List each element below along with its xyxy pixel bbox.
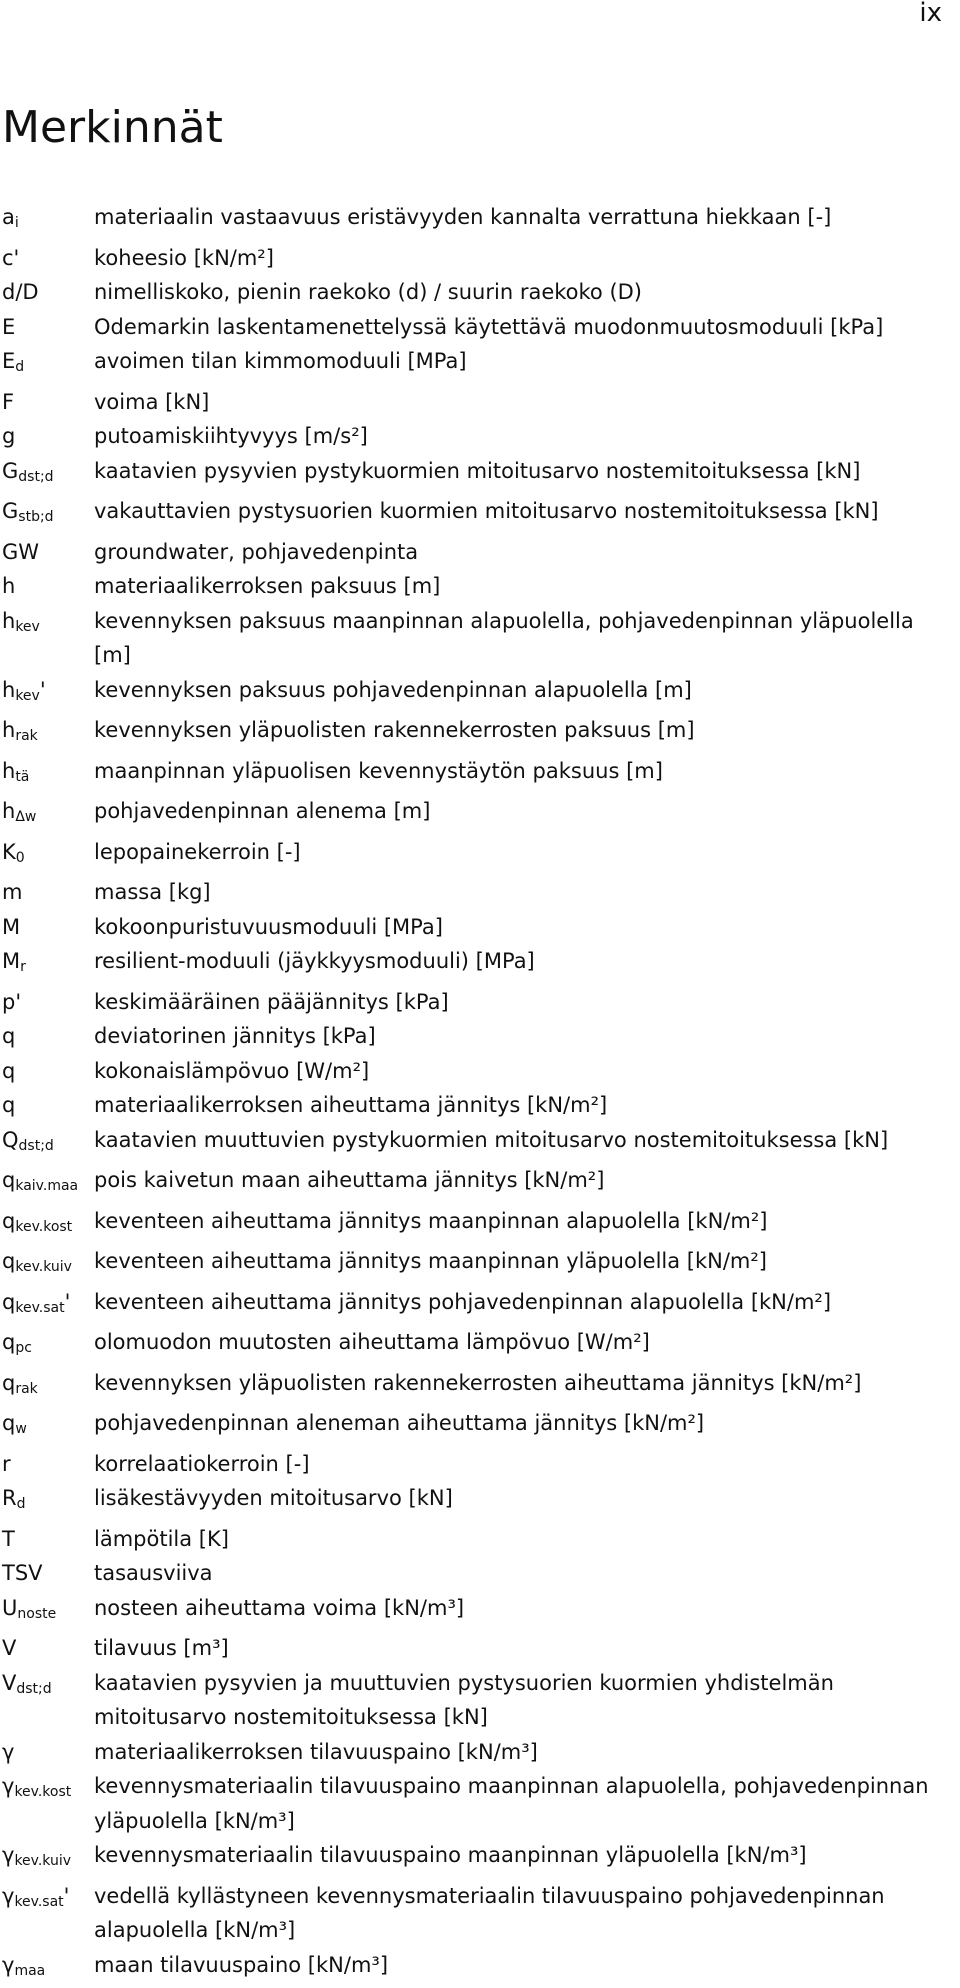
entry-symbol (2, 344, 94, 385)
entry-description: kaatavien pysyvien pystykuormien mitoitusarvo nostemitoituksessa [kN] (94, 454, 932, 489)
entry-description: kevennysmateriaalin tilavuuspaino maanpinnan alapuolella, pohjavedenpinnan yläpuolella [kN/m³] (94, 1769, 932, 1838)
symbol-subscript: dst;d (18, 469, 53, 485)
entry-description: avoimen tilan kimmomoduuli [MPa] (94, 344, 932, 379)
entry-description: groundwater, pohjavedenpinta (94, 535, 932, 570)
symbol-base: E (2, 349, 15, 373)
symbol-subscript: kev.kuiv (15, 1259, 72, 1275)
symbol-base: γ (2, 1843, 14, 1867)
entry-symbol (2, 1366, 94, 1407)
glossary-entry (2, 1879, 932, 1948)
symbol-subscript: w (15, 1421, 26, 1437)
symbol-subscript: rak (15, 728, 37, 744)
entry-symbol (2, 1735, 94, 1770)
entry-symbol (2, 1481, 94, 1522)
entry-symbol (2, 385, 94, 420)
entry-symbol (2, 1019, 94, 1054)
entry-symbol (2, 1556, 94, 1591)
entry-symbol (2, 1447, 94, 1482)
symbol-base: TSV (2, 1561, 43, 1585)
symbol-base: q (2, 1168, 15, 1192)
symbol-base: q (2, 1024, 15, 1048)
glossary-entry (2, 1481, 932, 1522)
glossary-entry (2, 754, 932, 795)
entry-description: korrelaatiokerroin [-] (94, 1447, 932, 1482)
entry-description: materiaalikerroksen aiheuttama jännitys [kN/m²] (94, 1088, 932, 1123)
symbol-subscript: dst;d (16, 1681, 51, 1697)
symbol-subscript: stb;d (18, 509, 53, 525)
symbol-base: q (2, 1059, 15, 1083)
entry-description: materiaalikerroksen tilavuuspaino [kN/m³] (94, 1735, 932, 1770)
page-number: ix (919, 0, 942, 26)
entry-description: kevennyksen yläpuolisten rakennekerrosten aiheuttama jännitys [kN/m²] (94, 1366, 932, 1401)
entry-symbol (2, 713, 94, 754)
symbol-subscript: 0 (16, 850, 25, 866)
glossary-entry (2, 275, 932, 310)
glossary-entry (2, 1088, 932, 1123)
entry-description: vakauttavien pystysuorien kuormien mitoitusarvo nostemitoituksessa [kN] (94, 494, 932, 529)
symbol-prime: ' (65, 1290, 71, 1314)
entry-description: putoamiskiihtyvyys [m/s²] (94, 419, 932, 454)
glossary-entry (2, 535, 932, 570)
glossary-entry (2, 1522, 932, 1557)
entry-symbol (2, 944, 94, 985)
symbol-subscript: kev (15, 619, 40, 635)
entry-symbol (2, 569, 94, 604)
glossary-entry (2, 604, 932, 673)
entry-symbol (2, 910, 94, 945)
symbol-subscript: kev.sat (15, 1300, 64, 1316)
entry-symbol (2, 1406, 94, 1447)
glossary-entry (2, 1366, 932, 1407)
glossary-entry (2, 1735, 932, 1770)
symbol-base: γ (2, 1740, 14, 1764)
symbol-base: h (2, 678, 15, 702)
entry-description: lepopainekerroin [-] (94, 835, 932, 870)
symbol-subscript: d (15, 359, 24, 375)
symbol-base: γ (2, 1953, 14, 1977)
symbol-subscript: kev (15, 688, 40, 704)
entry-description: nimelliskoko, pienin raekoko (d) / suurin raekoko (D) (94, 275, 932, 310)
entry-description: kokoonpuristuvuusmoduuli [MPa] (94, 910, 932, 945)
symbol-subscript: kev.kost (15, 1219, 72, 1235)
entry-symbol (2, 1325, 94, 1366)
entry-description: voima [kN] (94, 385, 932, 420)
symbol-base: h (2, 609, 15, 633)
entry-symbol (2, 200, 94, 241)
glossary-entry (2, 1163, 932, 1204)
symbol-base: q (2, 1093, 15, 1117)
entry-symbol (2, 1244, 94, 1285)
entry-description: deviatorinen jännitys [kPa] (94, 1019, 932, 1054)
symbol-base: F (2, 390, 14, 414)
symbol-base: G (2, 459, 18, 483)
entry-symbol (2, 241, 94, 276)
entry-description: keventeen aiheuttama jännitys maanpinnan yläpuolella [kN/m²] (94, 1244, 932, 1279)
glossary-entry (2, 344, 932, 385)
symbol-subscript: tä (15, 769, 29, 785)
symbol-base: c' (2, 246, 19, 270)
entry-description: pohjavedenpinnan alenema [m] (94, 794, 932, 829)
symbol-subscript: rak (15, 1381, 37, 1397)
entry-description: olomuodon muutosten aiheuttama lämpövuo [W/m²] (94, 1325, 932, 1360)
glossary-entry (2, 494, 932, 535)
entry-symbol (2, 985, 94, 1020)
entry-symbol (2, 1522, 94, 1557)
glossary-entry (2, 1244, 932, 1285)
glossary-entry (2, 1948, 932, 1988)
entry-description: kevennyksen paksuus pohjavedenpinnan alapuolella [m] (94, 673, 932, 708)
glossary-entry (2, 241, 932, 276)
entry-symbol (2, 794, 94, 835)
entry-description: kaatavien pysyvien ja muuttuvien pystysuorien kuormien yhdistelmän mitoitusarvo nostemitoituksessa [kN] (94, 1666, 932, 1735)
symbol-base: q (2, 1209, 15, 1233)
entry-description: pohjavedenpinnan aleneman aiheuttama jännitys [kN/m²] (94, 1406, 932, 1441)
entry-symbol (2, 1948, 94, 1988)
symbol-base: GW (2, 540, 39, 564)
symbol-base: R (2, 1486, 17, 1510)
entry-description: kaatavien muuttuvien pystykuormien mitoitusarvo nostemitoituksessa [kN] (94, 1123, 932, 1158)
symbol-base: γ (2, 1774, 14, 1798)
entry-description: tasausviiva (94, 1556, 932, 1591)
entry-description: koheesio [kN/m²] (94, 241, 932, 276)
glossary-entry (2, 1285, 932, 1326)
glossary-entry (2, 200, 932, 241)
entry-description: materiaalikerroksen paksuus [m] (94, 569, 932, 604)
glossary-entry (2, 419, 932, 454)
symbol-base: r (2, 1452, 11, 1476)
entry-symbol (2, 494, 94, 535)
symbol-subscript: d (17, 1496, 26, 1512)
entry-symbol (2, 875, 94, 910)
glossary-entry (2, 569, 932, 604)
glossary-entry (2, 1631, 932, 1666)
glossary-entry (2, 1054, 932, 1089)
symbol-subscript: Δw (15, 809, 36, 825)
symbol-base: q (2, 1371, 15, 1395)
symbol-prime: ' (64, 1884, 70, 1908)
symbol-base: K (2, 840, 16, 864)
glossary-entry (2, 454, 932, 495)
entry-symbol (2, 310, 94, 345)
entry-symbol (2, 835, 94, 876)
glossary-entry (2, 910, 932, 945)
symbol-base: h (2, 574, 15, 598)
symbol-subscript: pc (15, 1340, 32, 1356)
symbol-base: V (2, 1671, 16, 1695)
entry-description: tilavuus [m³] (94, 1631, 932, 1666)
entry-description: lisäkestävyyden mitoitusarvo [kN] (94, 1481, 932, 1516)
entry-description: pois kaivetun maan aiheuttama jännitys [kN/m²] (94, 1163, 932, 1198)
glossary-entry (2, 1325, 932, 1366)
symbol-base: h (2, 799, 15, 823)
glossary-entry (2, 794, 932, 835)
entry-symbol (2, 1088, 94, 1123)
entry-symbol (2, 1054, 94, 1089)
entry-description: kevennyksen paksuus maanpinnan alapuolella, pohjavedenpinnan yläpuolella [m] (94, 604, 932, 673)
entry-symbol (2, 275, 94, 310)
entry-description: maan tilavuuspaino [kN/m³] (94, 1948, 932, 1983)
symbol-base: M (2, 949, 20, 973)
symbol-base: q (2, 1330, 15, 1354)
symbol-subscript: maa (14, 1963, 45, 1979)
entry-symbol (2, 673, 94, 714)
glossary-entry (2, 1769, 932, 1838)
glossary-entry (2, 310, 932, 345)
symbol-base: E (2, 315, 15, 339)
symbol-base: h (2, 718, 15, 742)
symbol-subscript: r (20, 959, 26, 975)
entry-description: vedellä kyllästyneen kevennysmateriaalin tilavuuspaino pohjavedenpinnan alapuolella [kN/m³] (94, 1879, 932, 1948)
symbol-base: m (2, 880, 22, 904)
entry-symbol (2, 1591, 94, 1632)
entry-symbol (2, 1123, 94, 1164)
entry-description: kokonaislämpövuo [W/m²] (94, 1054, 932, 1089)
glossary-entry (2, 1666, 932, 1735)
symbol-base: G (2, 499, 18, 523)
glossary-entry (2, 985, 932, 1020)
symbol-base: d/D (2, 280, 39, 304)
entry-symbol (2, 1285, 94, 1326)
entry-description: resilient-moduuli (jäykkyysmoduuli) [MPa] (94, 944, 932, 979)
entry-description: keventeen aiheuttama jännitys maanpinnan alapuolella [kN/m²] (94, 1204, 932, 1239)
glossary-entry (2, 944, 932, 985)
entry-symbol (2, 454, 94, 495)
page-title: Merkinnät (2, 100, 223, 156)
entry-description: massa [kg] (94, 875, 932, 910)
glossary-entry (2, 385, 932, 420)
symbol-base: g (2, 424, 15, 448)
entry-symbol (2, 754, 94, 795)
entry-symbol (2, 1631, 94, 1666)
symbol-base: q (2, 1290, 15, 1314)
glossary-entry (2, 1838, 932, 1879)
entry-description: kevennyksen yläpuolisten rakennekerrosten paksuus [m] (94, 713, 932, 748)
entry-description: keskimääräinen pääjännitys [kPa] (94, 985, 932, 1020)
glossary-entry (2, 1019, 932, 1054)
entry-symbol (2, 1163, 94, 1204)
symbol-subscript: i (15, 215, 19, 231)
glossary-entry (2, 1204, 932, 1245)
entry-description: Odemarkin laskentamenettelyssä käytettävä muodonmuutosmoduuli [kPa] (94, 310, 932, 345)
glossary-entry (2, 835, 932, 876)
symbol-prime: ' (40, 678, 46, 702)
glossary-entry (2, 1123, 932, 1164)
symbol-base: a (2, 205, 15, 229)
entry-symbol (2, 1879, 94, 1920)
entry-symbol (2, 535, 94, 570)
glossary-entry (2, 1406, 932, 1447)
symbol-subscript: kev.kuiv (14, 1853, 71, 1869)
glossary-entry (2, 875, 932, 910)
symbol-subscript: kaiv.maa (15, 1178, 78, 1194)
entry-symbol (2, 1838, 94, 1879)
symbol-subscript: kev.sat (14, 1894, 63, 1910)
glossary-entry (2, 1556, 932, 1591)
entry-symbol (2, 1666, 94, 1707)
entry-description: kevennysmateriaalin tilavuuspaino maanpinnan yläpuolella [kN/m³] (94, 1838, 932, 1873)
symbol-base: h (2, 759, 15, 783)
entry-description: nosteen aiheuttama voima [kN/m³] (94, 1591, 932, 1626)
symbol-base: T (2, 1527, 15, 1551)
glossary-entry (2, 1591, 932, 1632)
entry-description: keventeen aiheuttama jännitys pohjavedenpinnan alapuolella [kN/m²] (94, 1285, 932, 1320)
symbol-subscript: noste (17, 1606, 56, 1622)
symbol-subscript: kev.kost (14, 1784, 71, 1800)
symbol-base: U (2, 1596, 17, 1620)
symbol-base: p' (2, 990, 21, 1014)
entry-symbol (2, 604, 94, 645)
entry-description: lämpötila [K] (94, 1522, 932, 1557)
glossary-entry (2, 713, 932, 754)
entry-symbol (2, 1204, 94, 1245)
symbol-base: M (2, 915, 20, 939)
symbol-base: q (2, 1411, 15, 1435)
entry-description: maanpinnan yläpuolisen kevennystäytön paksuus [m] (94, 754, 932, 789)
glossary-entry (2, 673, 932, 714)
glossary-list (2, 200, 932, 1988)
symbol-base: γ (2, 1884, 14, 1908)
entry-symbol (2, 419, 94, 454)
symbol-subscript: dst;d (19, 1138, 54, 1154)
symbol-base: Q (2, 1128, 19, 1152)
entry-description: materiaalin vastaavuus eristävyyden kannalta verrattuna hiekkaan [-] (94, 200, 932, 235)
symbol-base: V (2, 1636, 16, 1660)
entry-symbol (2, 1769, 94, 1810)
glossary-entry (2, 1447, 932, 1482)
symbol-base: q (2, 1249, 15, 1273)
